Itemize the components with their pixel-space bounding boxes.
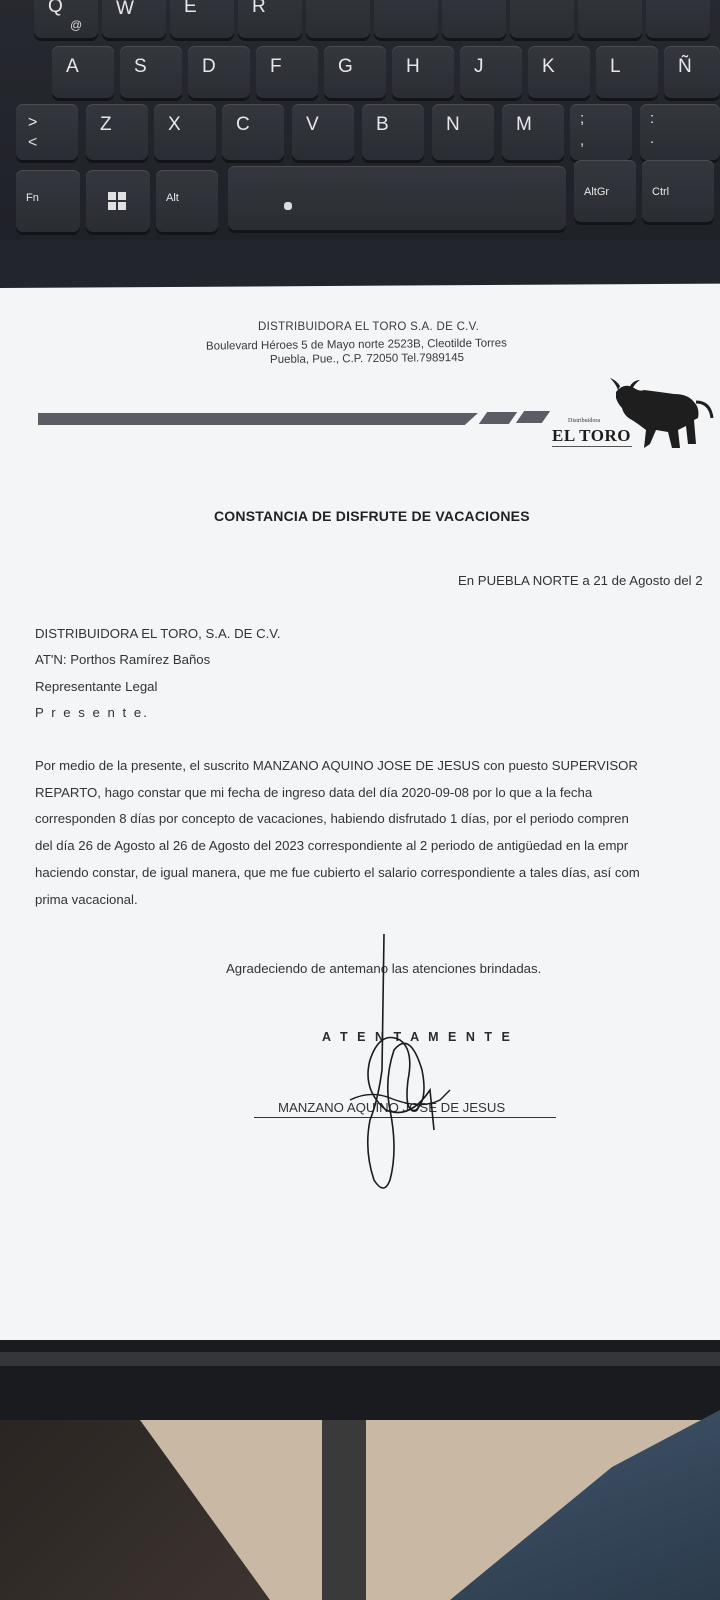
signer-name: MANZANO AQUINO JOSE DE JESUS <box>278 1100 506 1115</box>
key-n[interactable] <box>432 104 494 160</box>
key-label: AltGr <box>584 186 610 198</box>
handwritten-signature <box>330 930 490 1230</box>
key-label: X <box>168 114 181 135</box>
body-line-3: corresponden 8 días por concepto de vacaciones, habiendo disfrutado 1 días, por el periodo compren <box>35 811 629 826</box>
key-v[interactable] <box>292 104 354 160</box>
key-sublabel: @ <box>70 18 83 32</box>
key-label: D <box>202 56 216 77</box>
date-line: En PUEBLA NORTE a 21 de Agosto del 2 <box>458 573 703 588</box>
key-z[interactable] <box>86 104 148 160</box>
key-r[interactable] <box>238 0 302 38</box>
company-logo <box>552 378 720 462</box>
key-sublabel: . <box>650 130 655 147</box>
key-j[interactable] <box>460 46 522 98</box>
key-label: E <box>184 0 197 17</box>
key-label: Alt <box>166 192 179 204</box>
recipient-role: Representante Legal <box>35 679 158 694</box>
key-o[interactable] <box>578 0 642 38</box>
key-label: V <box>306 114 319 135</box>
key-b[interactable] <box>362 104 424 160</box>
logo-name: EL TORO <box>552 426 631 445</box>
key-label: Ñ <box>678 56 692 77</box>
key-i[interactable] <box>510 0 574 38</box>
key-space[interactable] <box>228 166 566 230</box>
key-label: J <box>474 56 484 77</box>
key-semicolon[interactable] <box>570 104 632 160</box>
key-w[interactable] <box>102 0 166 38</box>
key-s[interactable] <box>120 46 182 98</box>
key-q[interactable] <box>34 0 98 38</box>
key-c[interactable] <box>222 104 284 160</box>
key-altgr[interactable] <box>574 160 636 222</box>
header-band <box>38 413 478 425</box>
key-label: B <box>376 114 389 135</box>
laptop-keyboard <box>0 0 720 292</box>
key-enye[interactable] <box>664 46 720 98</box>
body-line-1: Por medio de la presente, el suscrito MANZANO AQUINO JOSE DE JESUS con puesto SUPERVISOR <box>35 758 638 773</box>
key-fn[interactable] <box>16 170 80 232</box>
key-label: : <box>650 110 655 127</box>
key-label: S <box>134 56 147 77</box>
body-line-4: del día 26 de Agosto al 26 de Agosto del 2023 correspondiente al 2 periodo de antigüedad en la empr <box>35 838 629 853</box>
key-colon[interactable] <box>640 104 720 160</box>
key-h[interactable] <box>392 46 454 98</box>
closing-atentamente: A T E N T A M E N T E <box>322 1030 513 1044</box>
key-label: H <box>406 56 420 77</box>
logo-small-text: Distribuidora <box>568 418 600 424</box>
key-label: ; <box>580 110 585 127</box>
document-title: CONSTANCIA DE DISFRUTE DE VACACIONES <box>214 508 530 524</box>
key-label: L <box>610 56 621 77</box>
space-bump <box>284 202 292 210</box>
key-sublabel: < <box>28 134 38 151</box>
recipient-attention: AT'N: Porthos Ramírez Baños <box>35 652 211 667</box>
address-line-2: Puebla, Pue., C.P. 72050 Tel.7989145 <box>269 351 465 367</box>
key-u[interactable] <box>442 0 506 38</box>
key-a[interactable] <box>52 46 114 98</box>
body-line-5: haciendo constar, de igual manera, que me fue cubierto el salario correspondiente a tales días, así com <box>35 865 640 880</box>
key-k[interactable] <box>528 46 590 98</box>
key-label: C <box>236 114 250 135</box>
key-ctrl[interactable] <box>642 160 714 222</box>
key-sublabel: , <box>580 132 585 149</box>
key-alt[interactable] <box>156 170 218 232</box>
key-label: F <box>270 56 282 77</box>
key-label: Z <box>100 114 112 135</box>
address-line-1: Boulevard Héroes 5 de Mayo norte 2523B, Cleotilde Torres <box>205 337 507 353</box>
key-t[interactable] <box>306 0 370 38</box>
key-l[interactable] <box>596 46 658 98</box>
key-label: G <box>338 56 353 77</box>
recipient-presente: P r e s e n t e. <box>35 705 149 720</box>
recipient-company: DISTRIBUIDORA EL TORO, S.A. DE C.V. <box>35 626 281 641</box>
key-windows[interactable] <box>86 170 150 232</box>
key-f[interactable] <box>256 46 318 98</box>
body-line-6: prima vacacional. <box>35 892 138 907</box>
key-p[interactable] <box>646 0 710 38</box>
key-m[interactable] <box>502 104 564 160</box>
key-angle-brackets[interactable] <box>16 104 78 160</box>
key-label: Q <box>48 0 63 17</box>
key-d[interactable] <box>188 46 250 98</box>
key-g[interactable] <box>324 46 386 98</box>
company-header: DISTRIBUIDORA EL TORO S.A. DE C.V. <box>258 321 480 333</box>
thanks-line: Agradeciendo de antemano las atenciones brindadas. <box>226 961 542 976</box>
chair-leg <box>322 1420 366 1600</box>
key-label: > <box>28 114 38 131</box>
key-label: Fn <box>26 192 39 204</box>
key-y[interactable] <box>374 0 438 38</box>
key-label: R <box>252 0 266 17</box>
logo-underline <box>552 446 632 447</box>
body-line-2: REPARTO, hago constar que mi fecha de ingreso data del día 2020-09-08 por lo que a la fecha <box>35 785 593 800</box>
laptop-edge-strip <box>0 1352 720 1366</box>
key-x[interactable] <box>154 104 216 160</box>
key-label: A <box>66 56 79 77</box>
key-label: M <box>516 114 532 135</box>
windows-icon <box>108 192 126 210</box>
key-label: K <box>542 56 555 77</box>
key-e[interactable] <box>170 0 234 38</box>
key-label: Ctrl <box>652 186 670 198</box>
key-label: N <box>446 114 460 135</box>
key-label: W <box>116 0 134 19</box>
